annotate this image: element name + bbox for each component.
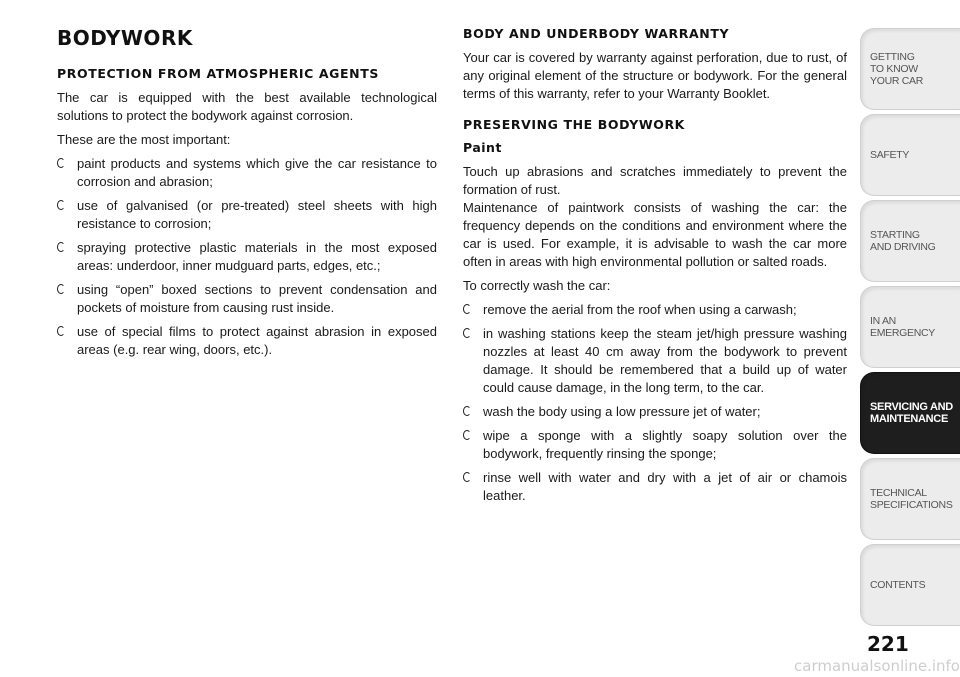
tab-emergency[interactable]: IN AN EMERGENCY [860,286,960,368]
tab-getting-to-know[interactable]: GETTING TO KNOW YOUR CAR [860,28,960,110]
tab-contents[interactable]: CONTENTS [860,544,960,626]
paint-paragraph-2: Maintenance of paintwork consists of washing the car: the frequency depends on the conditions and environment where the car is used. For example, it is advisable to wash the car more often in areas with high environmental pollution or salted roads. [463,200,847,269]
tab-safety[interactable]: SAFETY [860,114,960,196]
paint-paragraph-1: Touch up abrasions and scratches immediately to prevent the formation of rust. [463,164,847,197]
tab-starting-driving[interactable]: STARTING AND DRIVING [860,200,960,282]
right-column [463,26,847,511]
bullet-icon [57,200,65,210]
wash-intro: To correctly wash the car: [463,278,611,293]
tab-servicing-maintenance[interactable]: SERVICING AND MAINTENANCE [860,372,960,454]
list-item: in washing stations keep the steam jet/high pressure washing nozzles at least 40 cm away from the bodywork to prevent damage. It should be remembered that a build up of water could cause damage, in the long term, to the car. [463,325,847,397]
bullet-icon [463,430,471,440]
list-item: spraying protective plastic materials in the most exposed areas: underdoor, inner mudguard parts, edges, etc.; [57,239,437,275]
page-number: 221 [867,632,909,656]
list-item: rinse well with water and dry with a jet of air or chamois leather. [463,469,847,505]
bullet-icon [57,158,65,168]
wash-list [463,301,847,505]
list-item: use of galvanised (or pre-treated) steel sheets with high resistance to corrosion; [57,197,437,233]
list-item: wash the body using a low pressure jet of water; [463,403,847,421]
tab-technical-specifications[interactable]: TECHNICAL SPECIFICATIONS [860,458,960,540]
subheading-paint: Paint [463,140,502,155]
list-item: wipe a sponge with a slightly soapy solution over the bodywork, frequently rinsing the sponge; [463,427,847,463]
list-item: using “open” boxed sections to prevent condensation and pockets of moisture from causing rust inside. [57,281,437,317]
page-title: BODYWORK [57,26,193,50]
warranty-paragraph: Your car is covered by warranty against perforation, due to rust, of any original element of the structure or bodywork. For the general terms of this warranty, refer to your Warranty Booklet. [463,50,847,101]
watermark: carmanualsonline.info [794,657,960,675]
bullet-icon [463,406,471,416]
section-heading-warranty: BODY AND UNDERBODY WARRANTY [463,26,730,41]
protection-list [57,155,437,359]
bullet-icon [57,284,65,294]
section-heading-protection: PROTECTION FROM ATMOSPHERIC AGENTS [57,66,379,81]
bullet-icon [463,328,471,338]
bullet-icon [57,326,65,336]
chapter-tabs [860,28,960,630]
list-item: use of special films to protect against abrasion in exposed areas (e.g. rear wing, doors, etc.). [57,323,437,359]
section-heading-preserving: PRESERVING THE BODYWORK [463,117,685,132]
list-item: remove the aerial from the roof when using a carwash; [463,301,847,319]
list-intro: These are the most important: [57,132,231,147]
bullet-icon [57,242,65,252]
left-column [57,26,437,365]
bullet-icon [463,472,471,482]
intro-paragraph: The car is equipped with the best available technological solutions to protect the bodywork against corrosion. [57,90,437,123]
bullet-icon [463,304,471,314]
list-item: paint products and systems which give the car resistance to corrosion and abrasion; [57,155,437,191]
